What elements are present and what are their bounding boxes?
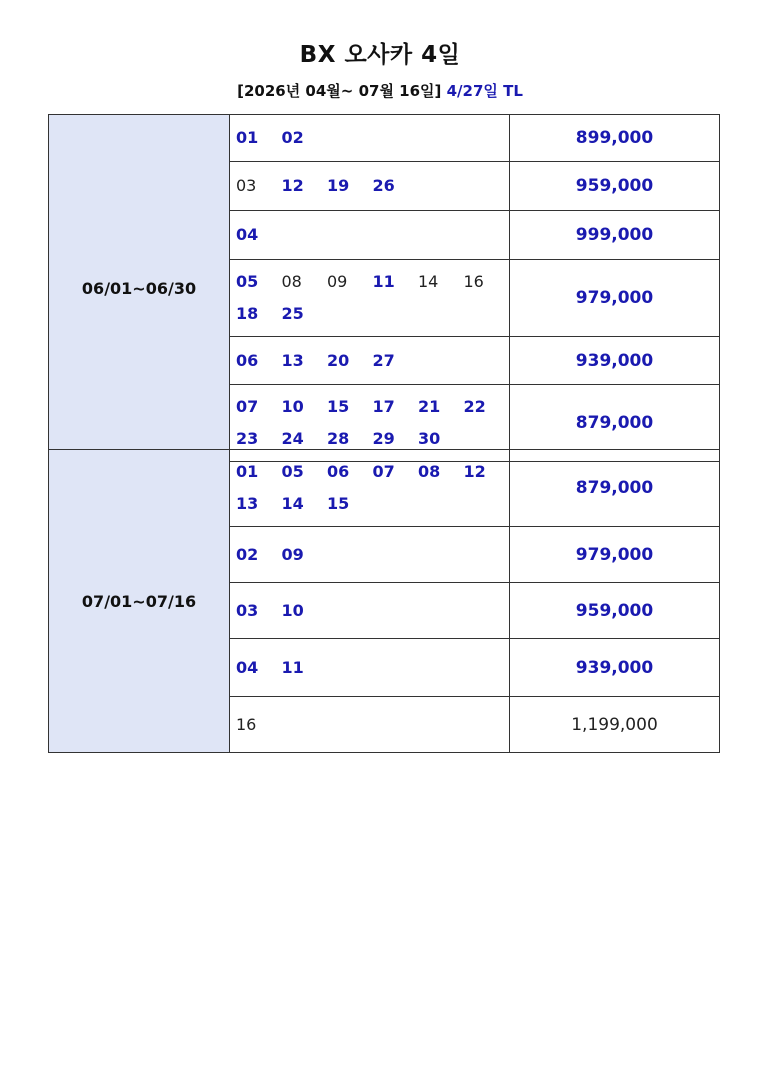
price-cell: 1,199,000 <box>510 697 720 753</box>
price-cell: 999,000 <box>510 211 720 260</box>
departure-day: 15 <box>327 494 350 513</box>
departure-day: 11 <box>281 657 304 677</box>
table-row <box>49 450 720 527</box>
departure-day: 13 <box>236 494 259 513</box>
departure-day: 03 <box>236 600 259 620</box>
departure-day: 05 <box>236 272 259 291</box>
departure-day: 19 <box>327 176 350 195</box>
departure-days-cell <box>230 583 510 639</box>
departure-day: 06 <box>236 350 259 370</box>
departure-day: 26 <box>372 176 395 195</box>
departure-days-cell <box>230 527 510 583</box>
departure-day: 03 <box>236 176 257 195</box>
departure-day: 07 <box>372 462 395 481</box>
departure-day: 27 <box>372 350 395 370</box>
departure-days-cell <box>230 162 510 211</box>
departure-day: 06 <box>327 462 350 481</box>
departure-day: 13 <box>281 350 304 370</box>
departure-days-cell <box>230 211 510 260</box>
price-cell: 879,000 <box>510 450 720 527</box>
table-row <box>49 115 720 162</box>
departure-day: 22 <box>463 397 486 416</box>
departure-day: 05 <box>281 462 304 481</box>
departure-day: 09 <box>281 544 304 564</box>
departure-day: 12 <box>463 462 486 481</box>
departure-day: 16 <box>463 272 484 291</box>
fare-table-june <box>48 114 720 462</box>
page-subtitle <box>0 80 760 101</box>
departure-day: 20 <box>327 350 350 370</box>
departure-day: 04 <box>236 225 259 244</box>
fare-table-july <box>48 449 720 753</box>
departure-day: 04 <box>236 657 259 677</box>
departure-days-cell <box>230 697 510 753</box>
departure-day: 23 <box>236 429 259 448</box>
page-title: BX 오사카 4일 <box>299 42 461 68</box>
ticketing-limit: 4/27일 TL <box>446 82 523 100</box>
departure-day: 30 <box>418 429 441 448</box>
departure-day: 12 <box>281 176 304 195</box>
departure-day: 07 <box>236 397 259 416</box>
departure-day: 14 <box>281 494 304 513</box>
departure-day: 14 <box>418 272 439 291</box>
period-cell: 07/01~07/16 <box>49 450 230 753</box>
departure-day: 15 <box>327 397 350 416</box>
departure-day: 21 <box>418 397 441 416</box>
departure-day: 02 <box>281 128 304 147</box>
departure-days-cell <box>230 450 510 527</box>
departure-days-cell <box>230 115 510 162</box>
date-range: [2026년 04월~ 07월 16일] <box>237 82 442 100</box>
price-cell: 899,000 <box>510 115 720 162</box>
period-cell: 06/01~06/30 <box>49 115 230 462</box>
price-cell: 979,000 <box>510 527 720 583</box>
price-cell: 939,000 <box>510 639 720 697</box>
price-cell: 959,000 <box>510 583 720 639</box>
departure-day: 08 <box>281 272 302 291</box>
price-cell: 939,000 <box>510 337 720 385</box>
departure-day: 08 <box>418 462 441 481</box>
departure-day: 24 <box>281 429 304 448</box>
departure-day: 29 <box>372 429 395 448</box>
departure-day: 17 <box>372 397 395 416</box>
departure-day: 10 <box>281 600 304 620</box>
departure-days-cell <box>230 260 510 337</box>
price-cell: 879,000 <box>510 385 720 462</box>
departure-day: 25 <box>281 304 304 323</box>
departure-days-cell <box>230 337 510 385</box>
departure-day: 01 <box>236 128 259 147</box>
departure-day: 01 <box>236 462 259 481</box>
departure-day: 10 <box>281 397 304 416</box>
departure-day: 18 <box>236 304 259 323</box>
price-cell: 979,000 <box>510 260 720 337</box>
departure-day: 16 <box>236 714 257 734</box>
departure-day: 11 <box>372 272 395 291</box>
departure-day: 09 <box>327 272 348 291</box>
departure-days-cell <box>230 639 510 697</box>
departure-day: 28 <box>327 429 350 448</box>
departure-day: 02 <box>236 544 259 564</box>
price-cell: 959,000 <box>510 162 720 211</box>
